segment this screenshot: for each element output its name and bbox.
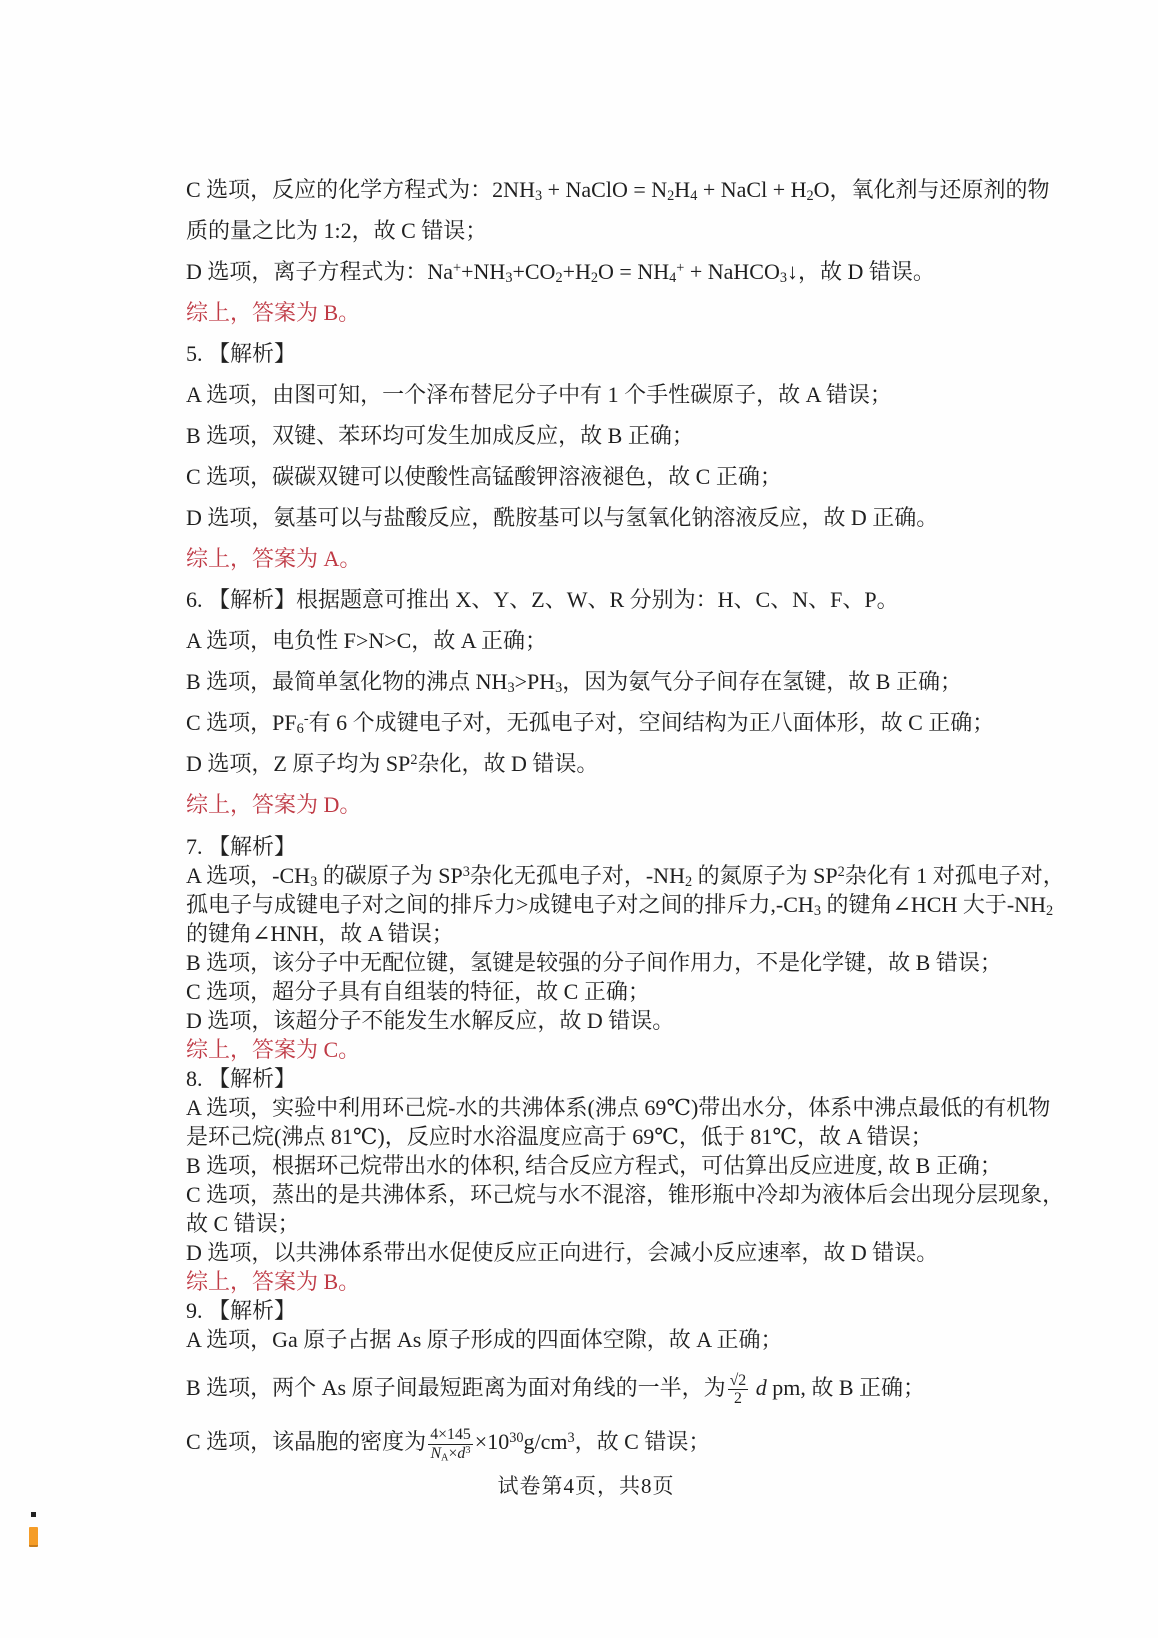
option-d-line: D 选项，Z 原子均为 $SP^2$杂化，故 D 错误。	[186, 751, 599, 776]
option-a-line: A 选项，电负性 F>N>C，故 A 正确；	[186, 628, 547, 653]
option-c-line: C 选项，$PF_6^-$有 6 个成键电子对，无孤电子对，空间结构为正八面体形，故 C 正确；	[186, 710, 995, 738]
option-b-line: B 选项，根据环己烷带出水的体积, 结合反应方程式，可估算出反应进度, 故 B 正确；	[186, 1153, 1002, 1178]
option-b-line: B 选项，双键、苯环均可发生加成反应，故 B 正确；	[186, 423, 694, 448]
document-body	[186, 176, 1065, 1463]
section-heading: 5. 【解析】	[186, 341, 297, 366]
answer-line: 综上，答案为 A。	[186, 546, 362, 571]
option-a-line: A 选项，$-CH_3$ 的碳原子为 $SP^3$杂化无孤电子对，$-NH_2$ 的氮原子为 $SP^2$杂化有 1 对孤电子对，	[186, 863, 1065, 891]
section-heading: 6. 【解析】根据题意可推出 X、Y、Z、W、R 分别为：H、C、N、F、P。	[186, 587, 899, 612]
option-c-line: C 选项，反应的化学方程式为：$2NH_3$ + NaClO = $N_2H_4$ + NaCl + $H_2O$，氧化剂与还原剂的物	[186, 177, 1050, 205]
stray-dot-icon	[31, 1512, 36, 1517]
page-number-text: 试卷第4页，共8页	[497, 1474, 675, 1498]
option-a-line: A 选项，由图可知，一个泽布替尼分子中有 1 个手性碳原子，故 A 错误；	[186, 382, 892, 407]
answer-line: 综上，答案为 C。	[186, 1037, 361, 1062]
section-heading: 8. 【解析】	[186, 1066, 297, 1091]
option-d-line: D 选项，氨基可以与盐酸反应，酰胺基可以与氢氧化钠溶液反应，故 D 正确。	[186, 505, 939, 530]
orange-cursor-marker-icon	[29, 1527, 38, 1547]
fraction: $\frac{√2}{2}$	[729, 1371, 747, 1408]
fraction: $\frac{4\times 145}{N_A\times d^3}$	[430, 1425, 471, 1463]
option-a-line: 孤电子与成键电子对之间的排斥力>成键电子对之间的排斥力$,-CH_3$ 的键角∠HCH 大于$-NH_2$	[186, 892, 1054, 920]
option-c-line: C 选项，碳碳双键可以使酸性高锰酸钾溶液褪色，故 C 正确；	[186, 464, 782, 489]
option-a-line: 的键角∠HNH，故 A 错误；	[186, 921, 454, 946]
option-c-line: C 选项，蒸出的是共沸体系，环己烷与水不混溶，锥形瓶中冷却为液体后会出现分层现象，	[186, 1182, 1065, 1207]
answer-line: 综上，答案为 B。	[186, 1269, 361, 1294]
option-a-line: A 选项，实验中利用环己烷-水的共沸体系(沸点 69℃)带出水分，体系中沸点最低的有机物	[186, 1095, 1051, 1120]
answer-line: 综上，答案为 B。	[186, 300, 361, 325]
option-a-line: 是环己烷(沸点 81℃)，反应时水浴温度应高于 69℃，低于 81℃，故 A 错误；	[186, 1124, 933, 1149]
answer-line: 综上，答案为 D。	[186, 792, 362, 817]
option-a-line: A 选项，Ga 原子占据 As 原子形成的四面体空隙，故 A 正确；	[186, 1327, 783, 1352]
section-heading: 7. 【解析】	[186, 834, 297, 859]
option-b-line: B 选项，最简单氢化物的沸点 $NH_3>PH_3$，因为氨气分子间存在氢键，故 B 正确；	[186, 669, 962, 697]
option-b-line: B 选项，该分子中无配位键，氢键是较强的分子间作用力，不是化学键，故 B 错误；	[186, 950, 1002, 975]
option-d-line: D 选项，该超分子不能发生水解反应，故 D 错误。	[186, 1008, 675, 1033]
page-footer	[186, 1472, 986, 1500]
section-heading: 9. 【解析】	[186, 1298, 297, 1323]
option-c-line: 质的量之比为 1:2，故 C 错误；	[186, 218, 488, 243]
option-d-line: D 选项，离子方程式为：$Na^++NH_3+CO_2+H_2O = NH_4^+$ + NaHCO$_3$↓，故 D 错误。	[186, 259, 935, 287]
option-c-line: C 选项，该晶胞的密度为 $\frac{4\times 145}{N_A\times d^3}$ $\times 10^{30}g/cm^3$，故 C 错误；	[186, 1425, 711, 1463]
option-b-line: B 选项，两个 As 原子间最短距离为面对角线的一半，为 $\frac{√2}{2}$ d pm, 故 B 正确；	[186, 1371, 926, 1408]
option-d-line: D 选项，以共沸体系带出水促使反应正向进行，会减小反应速率，故 D 错误。	[186, 1240, 939, 1265]
option-c-line: C 选项，超分子具有自组装的特征，故 C 正确；	[186, 979, 650, 1004]
option-c-line: 故 C 错误；	[186, 1211, 300, 1236]
